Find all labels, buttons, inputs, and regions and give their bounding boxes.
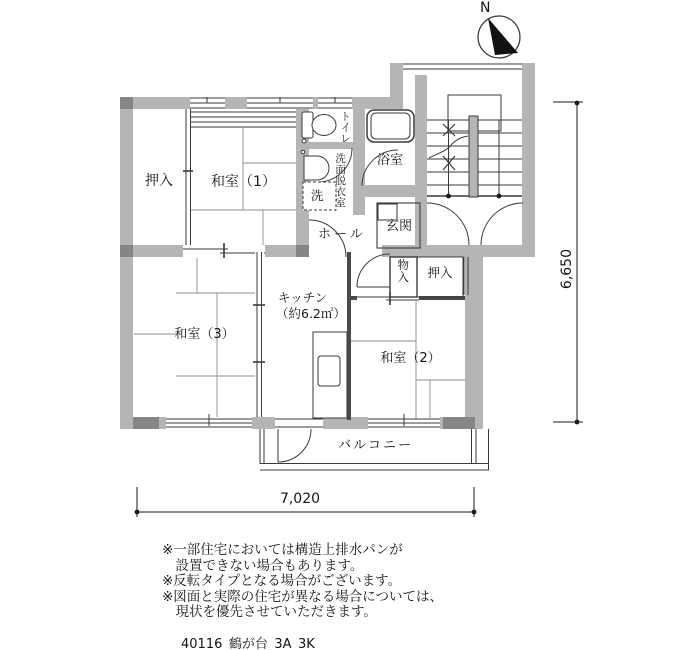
room-label-washitsu-1: 和室（1） — [211, 174, 276, 190]
bathtub-icon — [367, 110, 414, 142]
room-label-genkan: 玄関 — [385, 219, 412, 234]
window-top-1 — [190, 97, 225, 109]
dimension-height-label: 6,650 — [558, 249, 575, 290]
room-label-senmen-datsuiishitsu: 洗面脱衣室 — [334, 153, 347, 208]
entry-door-arc-right — [481, 203, 523, 245]
room-label-washitsu-3: 和室（3） — [174, 327, 235, 342]
room-label-balcony: バルコニー — [338, 438, 414, 453]
disclaimer-notes — [162, 543, 443, 621]
drawing-id: 40116_鶴が台_3A_3K — [181, 637, 315, 650]
room-label-kitchen-area: （約6.2㎡） — [276, 306, 346, 321]
room-label-monoire: 物入 — [396, 259, 411, 283]
note-line: ※一部住宅においては構造上排水パンが — [162, 542, 403, 558]
room-label-oshiire-2: 押入 — [427, 265, 453, 280]
note-line: 現状を優先させていただきます。 — [162, 604, 377, 621]
room-label-toilet: トイレ — [339, 111, 352, 144]
compass-north-label: N — [480, 0, 491, 16]
room-label-oshiire-1: 押入 — [145, 173, 173, 189]
label-laundry: 洗 — [311, 188, 324, 203]
note-line: ※図面と実際の住宅が異なる場合については、 — [162, 588, 444, 605]
window-top-2 — [247, 97, 313, 109]
note-line: ※反転タイプとなる場合がございます。 — [162, 573, 402, 590]
room-label-washitsu-2: 和室（2） — [380, 351, 441, 366]
room-label-kitchen: キッチン — [278, 290, 328, 305]
dimension-width-label: 7,020 — [279, 491, 321, 507]
kitchen-sink-icon — [318, 356, 340, 386]
window-washitsu3 — [166, 414, 252, 429]
toilet-icon — [302, 112, 336, 143]
compass-icon — [478, 16, 520, 58]
stair-stringer — [469, 116, 478, 197]
balcony-door-arc — [278, 429, 311, 462]
room-label-bathroom: 浴室 — [376, 153, 403, 168]
balcony-door-opening — [275, 417, 323, 429]
entry-door-arc-left — [427, 203, 469, 245]
room-label-hall: ホール — [318, 227, 366, 242]
note-line: 設置できない場合もあります。 — [162, 557, 364, 574]
sliding-door-washitsu1 — [183, 243, 265, 258]
kitchen-counter — [313, 332, 347, 418]
window-top-3 — [318, 97, 352, 109]
window-washitsu2 — [368, 414, 440, 429]
kitchen-door-arc — [357, 254, 390, 287]
